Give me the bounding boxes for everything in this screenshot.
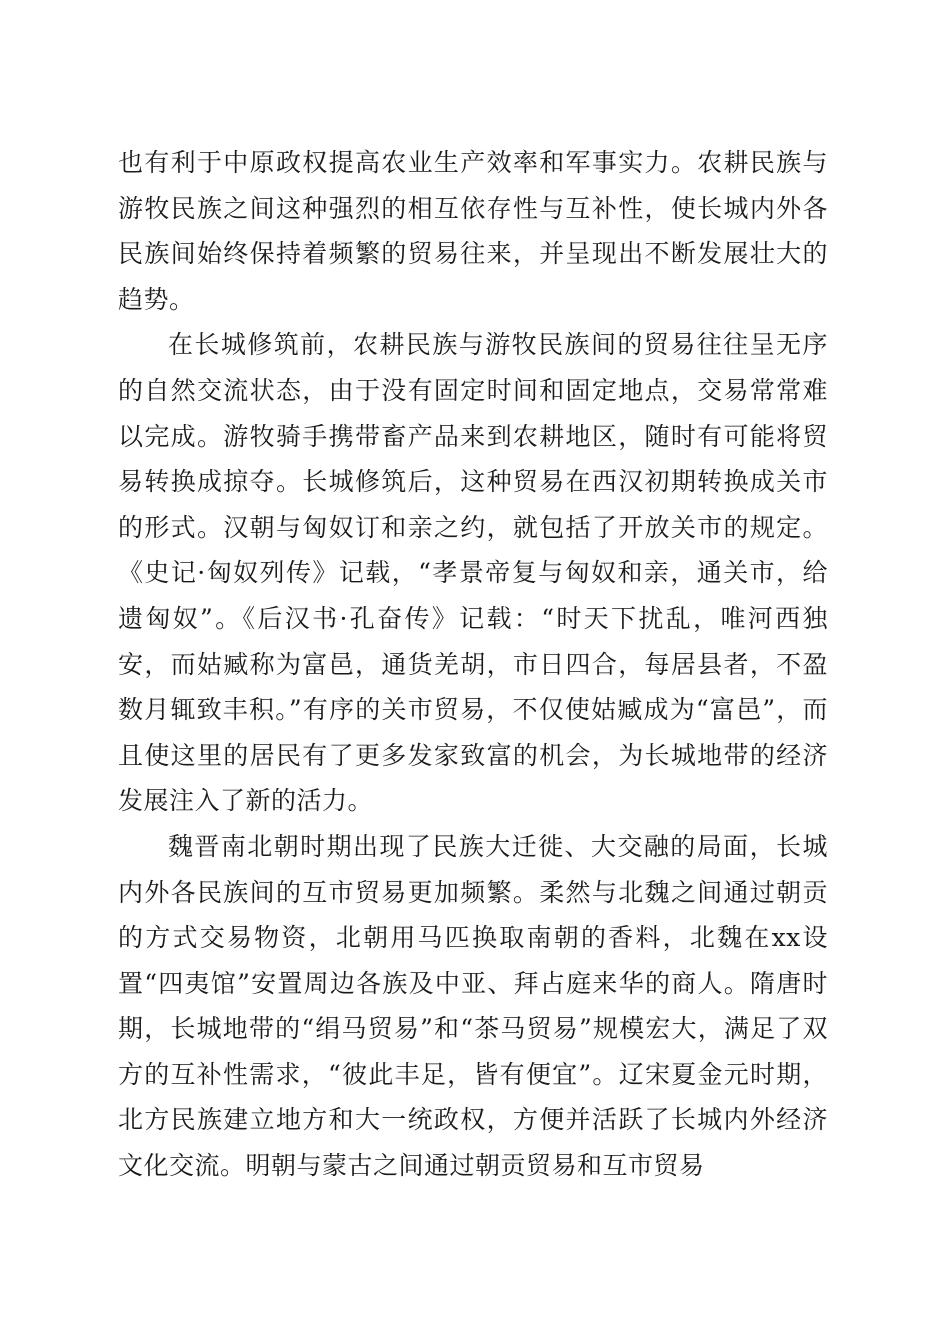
document-body: [118, 140, 828, 1189]
paragraph-3: 魏晋南北朝时期出现了民族大迁徙、大交融的局面，长城内外各民族间的互市贸易更加频繁。柔然与北魏之间通过朝贡的方式交易物资，北朝用马匹换取南朝的香料，北魏在xx设置“四夷馆”安置周边各族及中亚、拜占庭来华的商人。隋唐时期，长城地带的“绢马贸易”和“茶马贸易”规模宏大，满足了双方的互补性需求，“彼此丰足，皆有便宜”。辽宋夏金元时期，北方民族建立地方和大一统政权，方便并活跃了长城内外经济文化交流。明朝与蒙古之间通过朝贡贸易和互市贸易: [118, 831, 828, 1181]
paragraph-2: 在长城修筑前，农耕民族与游牧民族间的贸易往往呈无序的自然交流状态，由于没有固定时间和固定地点，交易常常难以完成。游牧骑手携带畜产品来到农耕地区，随时有可能将贸易转换成掠夺。长城修筑后，这种贸易在西汉初期转换成关市的形式。汉朝与匈奴订和亲之约，就包括了开放关市的规定。《史记·匈奴列传》记载，“孝景帝复与匈奴和亲，通关市，给遗匈奴”。《后汉书·孔奋传》记载：“时天下扰乱，唯河西独安，而姑臧称为富邑，通货羌胡，市日四合，每居县者，不盈数月辄致丰积。”有序的关市贸易，不仅使姑臧成为“富邑”，而且使这里的居民有了更多发家致富的机会，为长城地带的经济发展注入了新的活力。: [118, 330, 828, 816]
paragraph-1: 也有利于中原政权提高农业生产效率和军事实力。农耕民族与游牧民族之间这种强烈的相互依存性与互补性，使长城内外各民族间始终保持着频繁的贸易往来，并呈现出不断发展壮大的趋势。: [118, 148, 828, 314]
